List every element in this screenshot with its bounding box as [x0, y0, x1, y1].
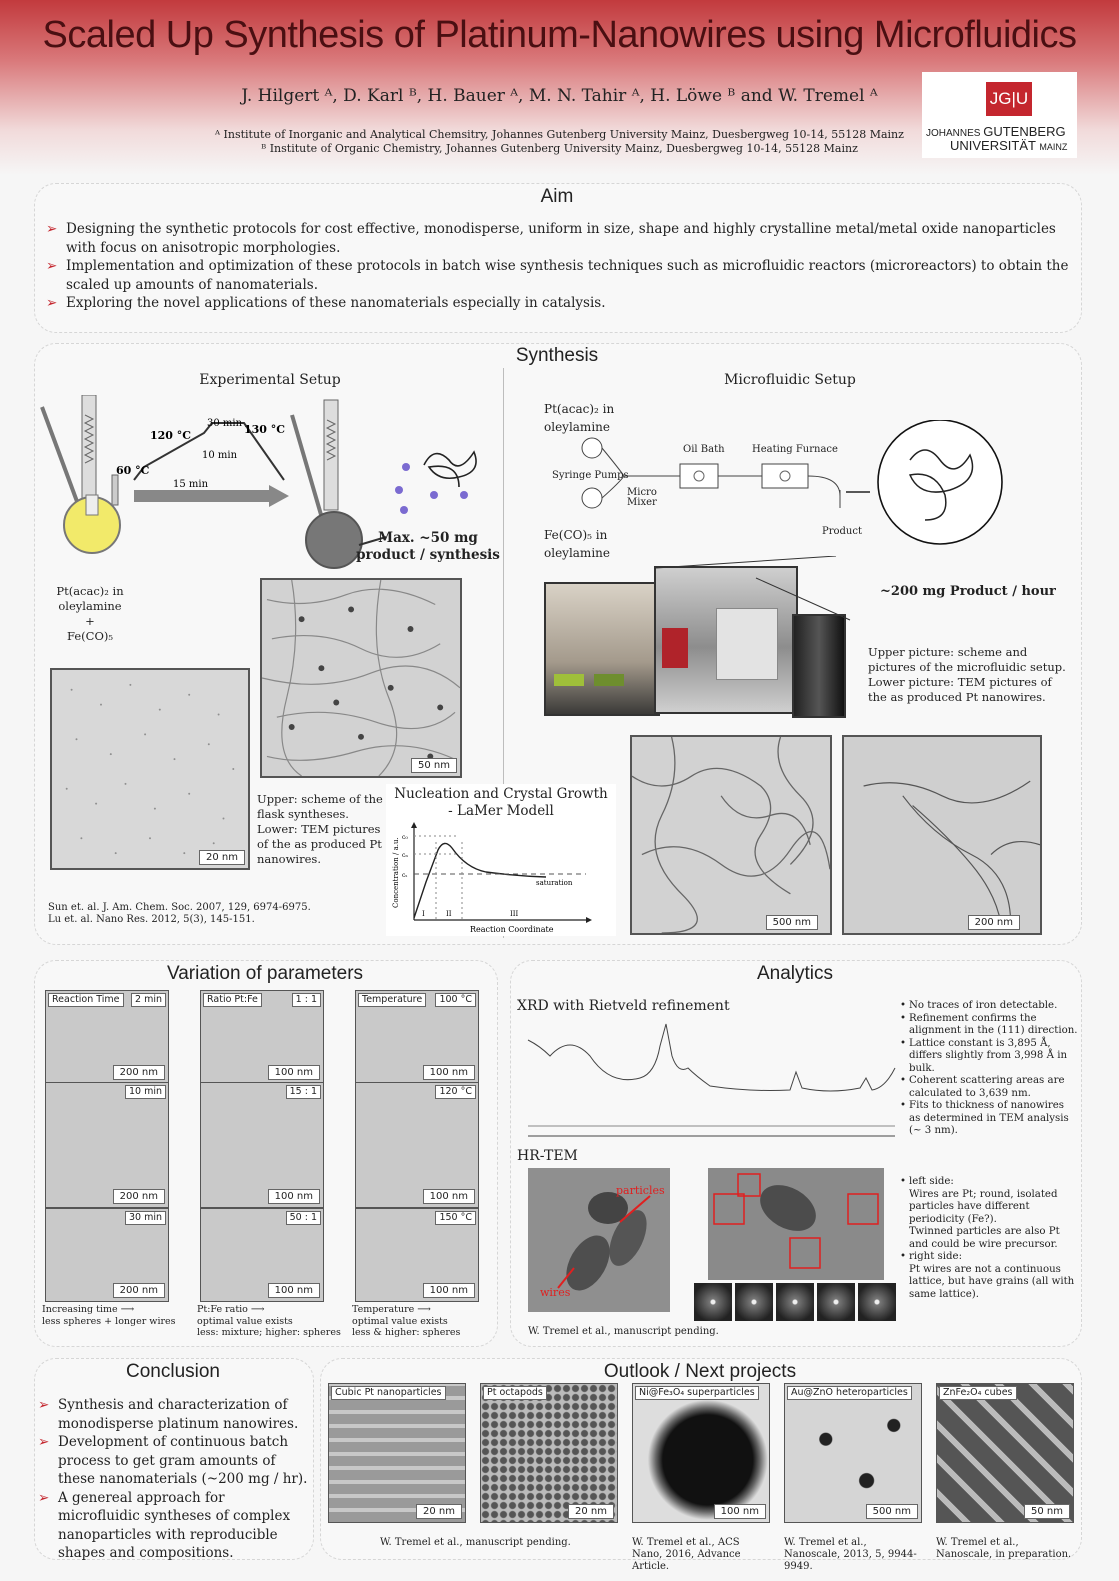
lamer-tick: cₙ	[402, 852, 408, 859]
scale-bar: 100 nm	[268, 1283, 320, 1298]
tem-texture	[52, 670, 248, 868]
outlook-ref-ni: W. Tremel et al., ACS Nano, 2016, Advance Article.	[632, 1537, 741, 1572]
process-arrow-icon	[134, 485, 289, 507]
nanowire-illustration-icon	[395, 452, 476, 514]
flask-left-icon	[42, 395, 120, 553]
reagent-line: Pt(acac)₂ in	[56, 584, 124, 598]
temp-label: 130 °C	[244, 423, 286, 436]
variation-tem-image	[355, 1208, 479, 1302]
logo-mark: JG|U	[986, 82, 1032, 116]
scale-bar: 500 nm	[866, 1504, 918, 1519]
outlook-ref-zn: W. Tremel et al., Nanoscale, in preparation.	[936, 1537, 1072, 1560]
outlook-ref-pt: W. Tremel et al., manuscript pending.	[380, 1537, 571, 1548]
syringe-pump-icon	[582, 488, 602, 508]
conclusion-item	[38, 1489, 310, 1563]
affiliation-b: ᴮ Institute of Organic Chemistry, Johannes Gutenberg University Mainz, Duesbergweg 10-14, 55128 Mainz	[261, 142, 858, 155]
hrtem-left-notes	[900, 1176, 1080, 1251]
aim-item	[46, 257, 1071, 294]
variation-note-line: Pt:Fe ratio	[197, 1304, 248, 1315]
xrd-point	[900, 1013, 1078, 1038]
outlook-heading: Outlook / Next projects	[603, 1361, 797, 1382]
tem-texture	[262, 580, 460, 776]
outlook-tem-image	[632, 1383, 770, 1523]
hrtem-image-right	[708, 1168, 884, 1280]
note-title-text: left side:	[909, 1176, 954, 1187]
scale-bar: 50 nm	[411, 758, 457, 773]
hrtem-notes	[900, 1176, 1080, 1301]
scale-bar: 200 nm	[968, 915, 1020, 930]
max-yield-label	[353, 530, 503, 564]
lamer-tick: c₀	[402, 834, 408, 841]
lamer-title-line: - LaMer Modell	[448, 803, 554, 819]
syringe-pumps-label: Syringe Pumps	[552, 470, 629, 481]
caption-line: Lower: TEM pictures	[257, 822, 381, 836]
arrow-bullet-icon: ➢	[46, 295, 58, 311]
variation-tem-image	[355, 990, 479, 1084]
fft-pattern	[735, 1283, 773, 1321]
parameter-value: 2 min	[131, 993, 166, 1007]
outlook-tem-image	[936, 1383, 1074, 1523]
parameter-value: 120 °C	[435, 1085, 476, 1099]
variation-tem-image	[355, 1082, 479, 1208]
parameter-value: 150 °C	[435, 1211, 476, 1225]
aim-list	[46, 220, 1071, 313]
parameter-value: 30 min	[125, 1211, 166, 1225]
temp-label: 60 °C	[116, 464, 150, 477]
photo-detail	[554, 674, 584, 686]
reagent-line: Pt(acac)₂ in	[544, 402, 615, 416]
hrtem-image-left	[528, 1168, 670, 1312]
scale-bar: 20 nm	[199, 850, 245, 865]
lamer-tick: cₛ	[402, 872, 408, 879]
xrd-point	[900, 1000, 1078, 1013]
parameter-value: 15 : 1	[286, 1085, 321, 1099]
lamer-phase: I	[422, 910, 425, 918]
outlook-tag: Pt octapods	[483, 1386, 547, 1400]
lamer-title	[386, 786, 616, 820]
bullet-icon: •	[900, 1037, 907, 1049]
scale-bar: 200 nm	[113, 1065, 165, 1080]
variation-tem-image	[200, 990, 324, 1084]
variation-note-line: Increasing time	[42, 1304, 118, 1315]
xrd-heading: XRD with Rietveld refinement	[517, 998, 730, 1014]
bullet-icon: •	[900, 1251, 907, 1262]
scale-bar: 20 nm	[568, 1504, 614, 1519]
parameter-value: 1 : 1	[292, 993, 321, 1007]
xrd-point-text: Fits to thickness of nanowires as determined in TEM analysis (~ 3 nm).	[909, 1100, 1069, 1136]
scale-bar: 200 nm	[113, 1189, 165, 1204]
fft-pattern	[776, 1283, 814, 1321]
max-yield-line: Max. ~50 mg	[378, 530, 478, 546]
xrd-point	[900, 1075, 1078, 1100]
reagent-line: oleylamine	[544, 420, 610, 434]
photo-detail	[662, 628, 688, 668]
arrow-right-icon: ⟶	[247, 1304, 265, 1315]
variation-heading: Variation of parameters	[166, 963, 364, 984]
hrtem-heading: HR-TEM	[517, 1148, 578, 1164]
scale-bar: 50 nm	[1024, 1504, 1070, 1519]
temp-label: 120 °C	[150, 429, 192, 442]
microfluidic-scheme	[540, 420, 1080, 550]
parameter-value: 10 min	[125, 1085, 166, 1099]
xrd-points	[900, 1000, 1078, 1138]
synthesis-references	[48, 902, 348, 926]
scale-bar: 500 nm	[766, 915, 818, 930]
max-yield-line: product / synthesis	[356, 547, 500, 563]
bullet-icon: •	[900, 1000, 907, 1011]
heating-furnace-label: Heating Furnace	[752, 444, 838, 455]
outlook-tem-image	[328, 1383, 466, 1523]
micro-mixer-label	[627, 488, 657, 508]
tem-texture	[708, 1168, 884, 1280]
xrd-point-text: Coherent scattering areas are calculated to 3,639 nm.	[909, 1075, 1065, 1099]
outlook-tem-image	[480, 1383, 618, 1523]
scale-bar: 20 nm	[416, 1504, 462, 1519]
arrow-bullet-icon: ➢	[46, 221, 58, 237]
bullet-icon: •	[900, 1100, 907, 1111]
variation-note	[42, 1304, 192, 1327]
parameter-value: 50 : 1	[286, 1211, 321, 1225]
xrd-curve	[528, 1024, 895, 1091]
mixer-line: Mixer	[627, 497, 657, 508]
caption-line: flask syntheses.	[257, 807, 349, 821]
production-rate-label: ~200 mg Product / hour	[880, 584, 1056, 599]
analytics-heading: Analytics	[756, 963, 834, 984]
lamer-title-line: Nucleation and Crystal Growth	[394, 786, 608, 802]
outlook-tem-image	[784, 1383, 922, 1523]
lamer-phase: III	[510, 910, 519, 918]
photo-detail	[594, 674, 624, 686]
lamer-ylabel: Concentration / a.u.	[392, 837, 400, 908]
reagent-line: oleylamine	[544, 546, 610, 560]
scale-bar: 100 nm	[714, 1504, 766, 1519]
note-line: Pt wires are not a continuous lattice, but have grains (all with same lattice).	[909, 1263, 1075, 1300]
note-line: Twinned particles are also Pt and could be wire precursor.	[909, 1226, 1060, 1250]
time-label: 15 min	[173, 479, 209, 490]
lamer-plot	[386, 822, 616, 936]
parameter-tag: Reaction Time	[48, 993, 124, 1007]
variation-tem-image	[45, 1082, 169, 1208]
variation-tem-image	[45, 1208, 169, 1302]
variation-tem-image	[200, 1082, 324, 1208]
logo-word-gutenberg: GUTENBERG	[983, 124, 1066, 139]
xrd-point	[900, 1038, 1078, 1076]
scale-bar: 100 nm	[423, 1283, 475, 1298]
time-label: 30 min	[207, 418, 243, 429]
tem-image-micro-left	[630, 735, 832, 935]
synthesis-heading: Synthesis	[515, 345, 599, 366]
nanowire-zoom-icon	[878, 420, 1002, 544]
arrow-bullet-icon: ➢	[46, 258, 58, 274]
fft-pattern	[694, 1283, 732, 1321]
note-title-text: right side:	[909, 1251, 963, 1262]
aim-item-text: Exploring the novel applications of these nanomaterials especially in catalysis.	[66, 295, 606, 311]
conclusion-item-text: Synthesis and characterization of monodisperse platinum nanowires.	[58, 1397, 299, 1432]
reference-line: Lu et. al. Nano Res. 2012, 5(3), 145-151.	[48, 914, 255, 925]
fft-row	[694, 1283, 898, 1323]
arrow-bullet-icon: ➢	[38, 1489, 50, 1506]
poster-title: Scaled Up Synthesis of Platinum-Nanowires using Microfluidics	[42, 14, 1077, 56]
outlook-tag: Ni@Fe₃O₄ superparticles	[635, 1386, 759, 1400]
conclusion-heading: Conclusion	[126, 1361, 220, 1382]
arrow-bullet-icon: ➢	[38, 1397, 50, 1413]
zoom-connector-lines	[636, 556, 866, 626]
logo-word-johannes: JOHANNES	[926, 128, 981, 139]
conclusion-item	[38, 1396, 310, 1433]
product-vial-photo	[792, 614, 846, 718]
wires-label: wires	[540, 1286, 571, 1299]
aim-item	[46, 294, 1071, 313]
reagent-line: oleylamine	[58, 599, 122, 613]
tem-image-flask-upper	[260, 578, 462, 778]
outlook-ref-au: W. Tremel et al., Nanoscale, 2013, 5, 9944-9949.	[784, 1537, 917, 1572]
variation-note-line: optimal value exists	[352, 1315, 448, 1327]
heating-furnace-icon	[762, 464, 808, 488]
parameter-tag: Temperature	[358, 993, 426, 1007]
xrd-pattern	[520, 1016, 900, 1142]
oil-bath-icon	[680, 464, 718, 488]
bullet-icon: •	[900, 1012, 907, 1024]
bullet-icon: •	[900, 1075, 907, 1086]
variation-note	[197, 1304, 347, 1339]
affiliation-a: ᴬ Institute of Inorganic and Analytical Chemsitry, Johannes Gutenberg University Mainz, Duesbergweg 10-14, 55128 Mainz	[215, 128, 904, 141]
variation-tem-image	[200, 1208, 324, 1302]
lamer-saturation-label: saturation	[536, 879, 573, 887]
hrtem-right-notes	[900, 1251, 1080, 1301]
authors: J. Hilgert ᴬ, D. Karl ᴮ, H. Bauer ᴬ, M. N. Tahir ᴬ, H. Löwe ᴮ and W. Tremel ᴬ	[241, 86, 878, 106]
time-label: 10 min	[202, 450, 238, 461]
analytics-reference: W. Tremel et al., manuscript pending.	[528, 1326, 719, 1337]
logo-word-mainz: MAINZ	[1039, 142, 1068, 152]
conclusion-list	[38, 1396, 310, 1563]
logo-line-2	[950, 138, 1080, 153]
reagent-line: Fe(CO)₅ in	[544, 528, 608, 542]
variation-note-line: less & higher: spheres	[352, 1327, 461, 1338]
microfluidic-caption	[868, 645, 1068, 705]
bullet-icon: •	[900, 1176, 907, 1187]
caption-line: Lower picture: TEM pictures of	[868, 675, 1052, 689]
conclusion-item-text: A genereal approach for microfluidic syntheses of complex nanoparticles with reproducible shapes and compositions.	[58, 1489, 291, 1561]
variation-note-line: optimal value exists	[197, 1315, 293, 1327]
note-title	[900, 1251, 1080, 1264]
caption-line: the as produced Pt nanowires.	[868, 690, 1046, 704]
outlook-tag: Cubic Pt nanoparticles	[331, 1386, 446, 1400]
flask-reagent-label	[50, 584, 130, 644]
outlook-tag: ZnFe₂O₄ cubes	[939, 1386, 1017, 1400]
aim-heading: Aim	[540, 186, 574, 207]
aim-item-text: Designing the synthetic protocols for cost effective, monodisperse, uniform in size, shape and highly crystalline metal/metal oxide nanoparticles with focus on anisotropic morphologies.	[66, 221, 1056, 256]
caption-line: Upper picture: scheme and	[868, 645, 1028, 659]
variation-note	[352, 1304, 502, 1339]
lamer-phase: II	[446, 910, 452, 918]
lamer-curve	[414, 843, 546, 918]
outlook-tag: Au@ZnO heteroparticles	[787, 1386, 912, 1400]
conclusion-item-text: Development of continuous batch process to get gram amounts of these nanomaterials (~200 mg / hr).	[58, 1434, 308, 1487]
reference-line: Sun et. al. J. Am. Chem. Soc. 2007, 129, 6974-6975.	[48, 902, 311, 913]
aim-item	[46, 220, 1071, 257]
mixer-line: Micro	[627, 487, 657, 498]
product-label: Product	[822, 526, 862, 537]
lamer-diagram	[386, 784, 616, 936]
xrd-point	[900, 1100, 1078, 1138]
particles-label: particles	[616, 1184, 665, 1197]
note-line: Wires are Pt; round, isolated particles have different periodicity (Fe?).	[909, 1188, 1058, 1225]
logo-word-universitat: UNIVERSITÄT	[950, 138, 1036, 153]
reagent-line: +	[85, 614, 95, 628]
logo-line-1	[926, 124, 1076, 139]
xrd-point-text: Lattice constant is 3,895 Å, differs slightly from 3,998 Å in bulk.	[909, 1037, 1068, 1074]
oil-bath-label: Oil Bath	[683, 444, 725, 455]
scale-bar: 100 nm	[268, 1065, 320, 1080]
fft-pattern	[858, 1283, 896, 1321]
variation-note-line: Temperature	[352, 1304, 415, 1315]
xrd-point-text: Refinement confirms the alignment in the (111) direction.	[909, 1012, 1078, 1036]
conclusion-item	[38, 1433, 310, 1489]
flask-caption	[257, 792, 392, 867]
variation-tem-image	[45, 990, 169, 1084]
fft-pattern	[817, 1283, 855, 1321]
syringe-pump-icon	[582, 438, 602, 458]
caption-line: pictures of the microfluidic setup.	[868, 660, 1066, 674]
variation-note-line: less spheres + longer wires	[42, 1315, 176, 1327]
lamer-xlabel: Reaction Coordinate	[470, 925, 554, 934]
aim-item-text: Implementation and optimization of these protocols in batch wise synthesis techniques such as microfluidic reactors (microreactors) to obtain the scaled up amounts of nanomaterials.	[66, 258, 1069, 293]
university-logo	[922, 72, 1077, 158]
parameter-tag: Ratio Pt:Fe	[203, 993, 262, 1007]
caption-line: nanowires.	[257, 852, 321, 866]
scale-bar: 100 nm	[268, 1189, 320, 1204]
scale-bar: 100 nm	[423, 1065, 475, 1080]
caption-line: of the as produced Pt	[257, 837, 382, 851]
tem-image-micro-right	[842, 735, 1042, 935]
reagent-line: Fe(CO)₅	[67, 629, 113, 643]
arrow-bullet-icon: ➢	[38, 1434, 50, 1450]
caption-line: Upper: scheme of the	[257, 792, 383, 806]
arrow-right-icon: ⟶	[117, 1304, 135, 1315]
microfluidic-setup-heading: Microfluidic Setup	[724, 372, 856, 388]
note-title	[900, 1176, 1080, 1189]
scale-bar: 200 nm	[113, 1283, 165, 1298]
parameter-value: 100 °C	[435, 993, 476, 1007]
experimental-setup-heading: Experimental Setup	[199, 372, 341, 388]
arrow-right-icon: ⟶	[414, 1304, 431, 1315]
xrd-point-text: No traces of iron detectable.	[909, 1000, 1058, 1011]
scale-bar: 100 nm	[423, 1189, 475, 1204]
variation-note-line: less: mixture; higher: spheres	[197, 1327, 341, 1338]
tem-texture	[844, 737, 1040, 933]
tem-texture	[632, 737, 830, 933]
tem-image-flask-lower	[50, 668, 250, 870]
